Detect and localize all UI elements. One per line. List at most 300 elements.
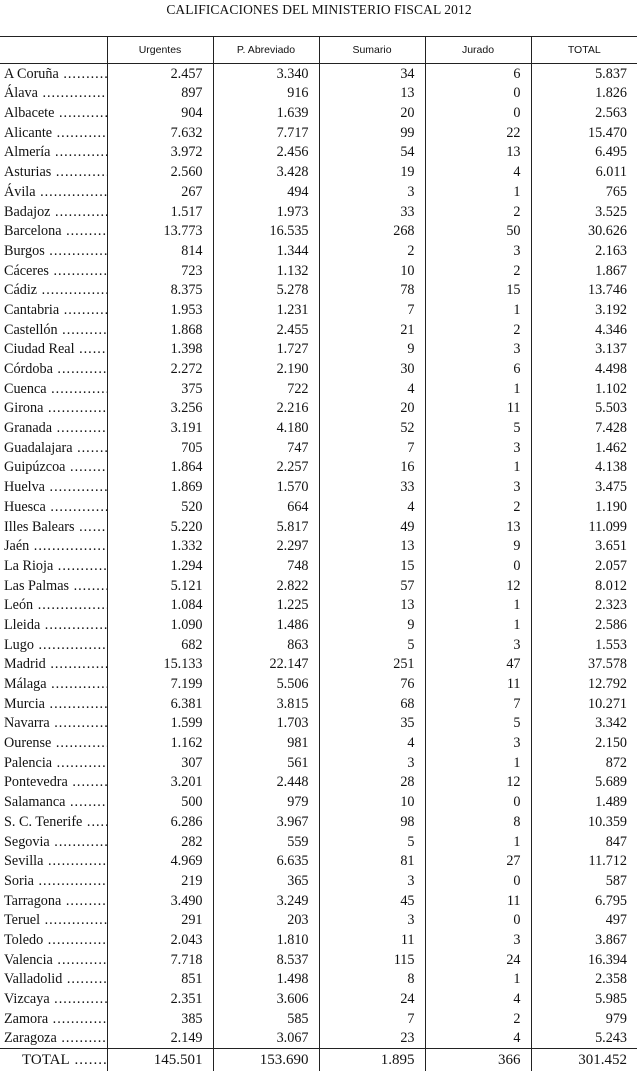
- table-row: [0, 477, 637, 497]
- cell-p-abreviado: 4.180: [213, 418, 319, 438]
- cell-sumario: 35: [319, 714, 425, 734]
- cell-p-abreviado: 1.498: [213, 970, 319, 990]
- cell-sumario: 24: [319, 989, 425, 1009]
- cell-p-abreviado: 1.486: [213, 615, 319, 635]
- row-label: TOTAL .....: [0, 1049, 107, 1072]
- calificaciones-table: [0, 36, 637, 1071]
- cell-total: 15.470: [531, 123, 637, 143]
- cell-urgentes: 2.560: [107, 162, 213, 182]
- cell-p-abreviado: 664: [213, 497, 319, 517]
- cell-sumario: 2: [319, 241, 425, 261]
- cell-total: 10.271: [531, 694, 637, 714]
- cell-total: 1.826: [531, 84, 637, 104]
- cell-p-abreviado: 5.278: [213, 281, 319, 301]
- cell-total: 1.553: [531, 635, 637, 655]
- table-row: [0, 970, 637, 990]
- cell-total: 5.985: [531, 989, 637, 1009]
- table-row: [0, 497, 637, 517]
- cell-jurado: 2: [425, 1009, 531, 1029]
- cell-urgentes: 3.191: [107, 418, 213, 438]
- cell-jurado: 1: [425, 458, 531, 478]
- cell-sumario: 268: [319, 222, 425, 242]
- row-label: Guadalajara .....: [0, 438, 107, 458]
- cell-total: 6.795: [531, 891, 637, 911]
- table-row: [0, 1009, 637, 1029]
- total-row: [0, 1049, 637, 1072]
- cell-total: 3.137: [531, 340, 637, 360]
- cell-p-abreviado: 559: [213, 832, 319, 852]
- cell-sumario: 115: [319, 950, 425, 970]
- cell-sumario: 49: [319, 517, 425, 537]
- cell-total: 4.346: [531, 320, 637, 340]
- row-label: Vizcaya .....: [0, 989, 107, 1009]
- cell-p-abreviado: 7.717: [213, 123, 319, 143]
- cell-total: 979: [531, 1009, 637, 1029]
- table-row: [0, 714, 637, 734]
- cell-urgentes: 7.199: [107, 674, 213, 694]
- row-label: Las Palmas .....: [0, 576, 107, 596]
- table-row: [0, 635, 637, 655]
- row-label: Sevilla .....: [0, 852, 107, 872]
- row-label: Zaragoza .....: [0, 1029, 107, 1049]
- cell-sumario: 10: [319, 792, 425, 812]
- cell-sumario: 81: [319, 852, 425, 872]
- cell-urgentes: 2.043: [107, 930, 213, 950]
- cell-jurado: 1: [425, 182, 531, 202]
- table-row: [0, 792, 637, 812]
- row-label: Girona .....: [0, 399, 107, 419]
- row-label: Murcia .....: [0, 694, 107, 714]
- cell-total: 5.837: [531, 64, 637, 84]
- cell-jurado: 6: [425, 64, 531, 84]
- cell-urgentes: 385: [107, 1009, 213, 1029]
- header-corner: [0, 37, 107, 64]
- cell-urgentes: 814: [107, 241, 213, 261]
- row-label: Huesca .....: [0, 497, 107, 517]
- table-row: [0, 556, 637, 576]
- cell-urgentes: 520: [107, 497, 213, 517]
- cell-sumario: 7: [319, 1009, 425, 1029]
- cell-urgentes: 1.869: [107, 477, 213, 497]
- table-row: [0, 930, 637, 950]
- row-label: A Coruña .....: [0, 64, 107, 84]
- table-row: [0, 733, 637, 753]
- table-row: [0, 694, 637, 714]
- cell-urgentes: 282: [107, 832, 213, 852]
- cell-sumario: 16: [319, 458, 425, 478]
- cell-urgentes: 5.121: [107, 576, 213, 596]
- cell-sumario: 13: [319, 84, 425, 104]
- cell-urgentes: 2.351: [107, 989, 213, 1009]
- cell-urgentes: 904: [107, 103, 213, 123]
- cell-total: 6.011: [531, 162, 637, 182]
- table-row: [0, 103, 637, 123]
- table-row: [0, 911, 637, 931]
- cell-urgentes: 500: [107, 792, 213, 812]
- table-row: [0, 123, 637, 143]
- cell-urgentes: 1.332: [107, 537, 213, 557]
- cell-urgentes: 1.599: [107, 714, 213, 734]
- table-row: [0, 379, 637, 399]
- row-label: Salamanca .....: [0, 792, 107, 812]
- cell-urgentes: 2.457: [107, 64, 213, 84]
- row-label: Cádiz .....: [0, 281, 107, 301]
- table-row: [0, 143, 637, 163]
- table-row: [0, 281, 637, 301]
- cell-urgentes: 682: [107, 635, 213, 655]
- cell-total: 3.525: [531, 202, 637, 222]
- cell-urgentes: 8.375: [107, 281, 213, 301]
- cell-p-abreviado: 1.570: [213, 477, 319, 497]
- cell-total: 301.452: [531, 1049, 637, 1072]
- cell-urgentes: 307: [107, 753, 213, 773]
- cell-total: 5.689: [531, 773, 637, 793]
- cell-urgentes: 6.286: [107, 812, 213, 832]
- cell-jurado: 11: [425, 891, 531, 911]
- cell-jurado: 13: [425, 143, 531, 163]
- cell-total: 497: [531, 911, 637, 931]
- cell-p-abreviado: 16.535: [213, 222, 319, 242]
- cell-jurado: 3: [425, 340, 531, 360]
- cell-urgentes: 375: [107, 379, 213, 399]
- row-label: Cantabria .....: [0, 300, 107, 320]
- cell-total: 2.323: [531, 596, 637, 616]
- cell-sumario: 23: [319, 1029, 425, 1049]
- cell-jurado: 1: [425, 300, 531, 320]
- cell-jurado: 366: [425, 1049, 531, 1072]
- column-header-sumario: Sumario: [319, 37, 425, 64]
- cell-sumario: 34: [319, 64, 425, 84]
- cell-jurado: 11: [425, 674, 531, 694]
- cell-total: 7.428: [531, 418, 637, 438]
- cell-p-abreviado: 3.340: [213, 64, 319, 84]
- cell-jurado: 12: [425, 576, 531, 596]
- cell-total: 11.099: [531, 517, 637, 537]
- row-label: Huelva .....: [0, 477, 107, 497]
- cell-sumario: 4: [319, 379, 425, 399]
- table-row: [0, 222, 637, 242]
- cell-jurado: 3: [425, 438, 531, 458]
- table-row: [0, 1029, 637, 1049]
- row-label: Ciudad Real .....: [0, 340, 107, 360]
- cell-jurado: 1: [425, 753, 531, 773]
- cell-p-abreviado: 365: [213, 871, 319, 891]
- row-label: Ourense .....: [0, 733, 107, 753]
- row-label: Toledo .....: [0, 930, 107, 950]
- row-label: Navarra .....: [0, 714, 107, 734]
- cell-p-abreviado: 2.297: [213, 537, 319, 557]
- cell-sumario: 7: [319, 438, 425, 458]
- table-row: [0, 340, 637, 360]
- cell-p-abreviado: 2.257: [213, 458, 319, 478]
- cell-p-abreviado: 8.537: [213, 950, 319, 970]
- cell-jurado: 47: [425, 655, 531, 675]
- cell-total: 1.102: [531, 379, 637, 399]
- cell-jurado: 3: [425, 733, 531, 753]
- cell-sumario: 13: [319, 596, 425, 616]
- cell-jurado: 3: [425, 635, 531, 655]
- cell-jurado: 2: [425, 320, 531, 340]
- cell-urgentes: 3.256: [107, 399, 213, 419]
- cell-total: 2.358: [531, 970, 637, 990]
- cell-p-abreviado: 1.703: [213, 714, 319, 734]
- cell-p-abreviado: 2.190: [213, 359, 319, 379]
- table-row: [0, 871, 637, 891]
- cell-total: 1.462: [531, 438, 637, 458]
- row-label: Lugo .....: [0, 635, 107, 655]
- column-header-p-abreviado: P. Abreviado: [213, 37, 319, 64]
- row-label: Cuenca .....: [0, 379, 107, 399]
- cell-total: 3.475: [531, 477, 637, 497]
- cell-total: 847: [531, 832, 637, 852]
- cell-urgentes: 1.162: [107, 733, 213, 753]
- row-label: Asturias .....: [0, 162, 107, 182]
- cell-total: 3.867: [531, 930, 637, 950]
- cell-sumario: 98: [319, 812, 425, 832]
- cell-p-abreviado: 3.967: [213, 812, 319, 832]
- cell-p-abreviado: 916: [213, 84, 319, 104]
- cell-sumario: 9: [319, 615, 425, 635]
- cell-total: 2.163: [531, 241, 637, 261]
- cell-total: 5.243: [531, 1029, 637, 1049]
- cell-urgentes: 1.084: [107, 596, 213, 616]
- cell-urgentes: 1.517: [107, 202, 213, 222]
- table-row: [0, 596, 637, 616]
- cell-p-abreviado: 1.639: [213, 103, 319, 123]
- cell-jurado: 4: [425, 1029, 531, 1049]
- cell-sumario: 21: [319, 320, 425, 340]
- cell-jurado: 4: [425, 162, 531, 182]
- column-header-urgentes: Urgentes: [107, 37, 213, 64]
- cell-sumario: 45: [319, 891, 425, 911]
- cell-urgentes: 1.868: [107, 320, 213, 340]
- cell-sumario: 30: [319, 359, 425, 379]
- table-row: [0, 458, 637, 478]
- row-label: La Rioja .....: [0, 556, 107, 576]
- table-row: [0, 359, 637, 379]
- cell-jurado: 5: [425, 418, 531, 438]
- cell-total: 587: [531, 871, 637, 891]
- cell-sumario: 19: [319, 162, 425, 182]
- cell-sumario: 8: [319, 970, 425, 990]
- table-row: [0, 753, 637, 773]
- cell-jurado: 0: [425, 871, 531, 891]
- table-row: [0, 674, 637, 694]
- cell-jurado: 1: [425, 832, 531, 852]
- cell-total: 872: [531, 753, 637, 773]
- cell-total: 6.495: [531, 143, 637, 163]
- row-label: Soria .....: [0, 871, 107, 891]
- cell-p-abreviado: 5.817: [213, 517, 319, 537]
- cell-p-abreviado: 561: [213, 753, 319, 773]
- cell-jurado: 27: [425, 852, 531, 872]
- table-row: [0, 576, 637, 596]
- cell-jurado: 3: [425, 241, 531, 261]
- cell-sumario: 11: [319, 930, 425, 950]
- row-label: Segovia .....: [0, 832, 107, 852]
- cell-sumario: 52: [319, 418, 425, 438]
- cell-jurado: 13: [425, 517, 531, 537]
- cell-sumario: 5: [319, 832, 425, 852]
- cell-jurado: 2: [425, 261, 531, 281]
- cell-jurado: 0: [425, 792, 531, 812]
- row-label: Badajoz .....: [0, 202, 107, 222]
- cell-urgentes: 1.398: [107, 340, 213, 360]
- row-label: Pontevedra .....: [0, 773, 107, 793]
- column-header-jurado: Jurado: [425, 37, 531, 64]
- cell-p-abreviado: 203: [213, 911, 319, 931]
- row-label: Barcelona .....: [0, 222, 107, 242]
- cell-sumario: 15: [319, 556, 425, 576]
- cell-total: 30.626: [531, 222, 637, 242]
- cell-p-abreviado: 5.506: [213, 674, 319, 694]
- table-row: [0, 84, 637, 104]
- row-label: Jaén .....: [0, 537, 107, 557]
- cell-jurado: 11: [425, 399, 531, 419]
- cell-total: 12.792: [531, 674, 637, 694]
- cell-urgentes: 5.220: [107, 517, 213, 537]
- cell-p-abreviado: 2.822: [213, 576, 319, 596]
- cell-p-abreviado: 1.810: [213, 930, 319, 950]
- cell-urgentes: 6.381: [107, 694, 213, 714]
- cell-total: 5.503: [531, 399, 637, 419]
- table-row: [0, 300, 637, 320]
- row-label: Illes Balears .....: [0, 517, 107, 537]
- table-row: [0, 655, 637, 675]
- cell-sumario: 99: [319, 123, 425, 143]
- cell-jurado: 3: [425, 477, 531, 497]
- row-label: Castellón .....: [0, 320, 107, 340]
- cell-jurado: 22: [425, 123, 531, 143]
- cell-sumario: 33: [319, 202, 425, 222]
- row-label: Teruel .....: [0, 911, 107, 931]
- cell-jurado: 2: [425, 202, 531, 222]
- table-row: [0, 261, 637, 281]
- page-title: CALIFICACIONES DEL MINISTERIO FISCAL 2012: [166, 2, 472, 17]
- cell-total: 4.138: [531, 458, 637, 478]
- table-row: [0, 438, 637, 458]
- cell-p-abreviado: 585: [213, 1009, 319, 1029]
- cell-urgentes: 3.201: [107, 773, 213, 793]
- cell-total: 2.150: [531, 733, 637, 753]
- table-row: [0, 202, 637, 222]
- cell-p-abreviado: 863: [213, 635, 319, 655]
- table-row: [0, 320, 637, 340]
- cell-jurado: 24: [425, 950, 531, 970]
- cell-urgentes: 4.969: [107, 852, 213, 872]
- cell-jurado: 0: [425, 84, 531, 104]
- cell-total: 13.746: [531, 281, 637, 301]
- cell-total: 16.394: [531, 950, 637, 970]
- cell-urgentes: 291: [107, 911, 213, 931]
- cell-total: 10.359: [531, 812, 637, 832]
- cell-p-abreviado: 1.132: [213, 261, 319, 281]
- cell-urgentes: 7.718: [107, 950, 213, 970]
- cell-p-abreviado: 748: [213, 556, 319, 576]
- table-row: [0, 418, 637, 438]
- cell-jurado: 5: [425, 714, 531, 734]
- cell-p-abreviado: 1.225: [213, 596, 319, 616]
- row-label: León .....: [0, 596, 107, 616]
- cell-jurado: 15: [425, 281, 531, 301]
- cell-p-abreviado: 3.428: [213, 162, 319, 182]
- cell-urgentes: 145.501: [107, 1049, 213, 1072]
- row-label: Valencia .....: [0, 950, 107, 970]
- cell-urgentes: 1.864: [107, 458, 213, 478]
- cell-urgentes: 2.149: [107, 1029, 213, 1049]
- table-row: [0, 773, 637, 793]
- row-label: Málaga .....: [0, 674, 107, 694]
- cell-sumario: 57: [319, 576, 425, 596]
- cell-total: 11.712: [531, 852, 637, 872]
- cell-jurado: 0: [425, 556, 531, 576]
- cell-total: 3.342: [531, 714, 637, 734]
- cell-sumario: 3: [319, 911, 425, 931]
- cell-p-abreviado: 3.249: [213, 891, 319, 911]
- table-row: [0, 832, 637, 852]
- row-label: Lleida .....: [0, 615, 107, 635]
- cell-jurado: 1: [425, 379, 531, 399]
- cell-urgentes: 1.953: [107, 300, 213, 320]
- cell-p-abreviado: 1.727: [213, 340, 319, 360]
- cell-sumario: 1.895: [319, 1049, 425, 1072]
- cell-urgentes: 3.490: [107, 891, 213, 911]
- cell-jurado: 0: [425, 103, 531, 123]
- cell-sumario: 9: [319, 340, 425, 360]
- cell-p-abreviado: 1.231: [213, 300, 319, 320]
- cell-urgentes: 723: [107, 261, 213, 281]
- cell-p-abreviado: 1.973: [213, 202, 319, 222]
- table-row: [0, 950, 637, 970]
- row-label: Palencia .....: [0, 753, 107, 773]
- cell-total: 3.651: [531, 537, 637, 557]
- table-row: [0, 812, 637, 832]
- cell-sumario: 4: [319, 497, 425, 517]
- row-label: Córdoba .....: [0, 359, 107, 379]
- cell-jurado: 8: [425, 812, 531, 832]
- cell-p-abreviado: 3.606: [213, 989, 319, 1009]
- cell-total: 4.498: [531, 359, 637, 379]
- cell-sumario: 3: [319, 871, 425, 891]
- row-label: Zamora .....: [0, 1009, 107, 1029]
- cell-p-abreviado: 2.456: [213, 143, 319, 163]
- cell-urgentes: 15.133: [107, 655, 213, 675]
- cell-p-abreviado: 747: [213, 438, 319, 458]
- row-label: Tarragona .....: [0, 891, 107, 911]
- cell-urgentes: 267: [107, 182, 213, 202]
- cell-urgentes: 2.272: [107, 359, 213, 379]
- row-label: Albacete .....: [0, 103, 107, 123]
- column-header-total: TOTAL: [531, 37, 637, 64]
- cell-p-abreviado: 2.455: [213, 320, 319, 340]
- cell-total: 1.867: [531, 261, 637, 281]
- cell-total: 2.586: [531, 615, 637, 635]
- cell-p-abreviado: 1.344: [213, 241, 319, 261]
- table-row: [0, 517, 637, 537]
- row-label: Granada .....: [0, 418, 107, 438]
- cell-jurado: 9: [425, 537, 531, 557]
- cell-jurado: 2: [425, 497, 531, 517]
- row-label: Burgos .....: [0, 241, 107, 261]
- cell-sumario: 68: [319, 694, 425, 714]
- cell-jurado: 3: [425, 930, 531, 950]
- table-row: [0, 537, 637, 557]
- cell-jurado: 50: [425, 222, 531, 242]
- row-label: S. C. Tenerife .....: [0, 812, 107, 832]
- cell-sumario: 78: [319, 281, 425, 301]
- cell-sumario: 13: [319, 537, 425, 557]
- cell-sumario: 7: [319, 300, 425, 320]
